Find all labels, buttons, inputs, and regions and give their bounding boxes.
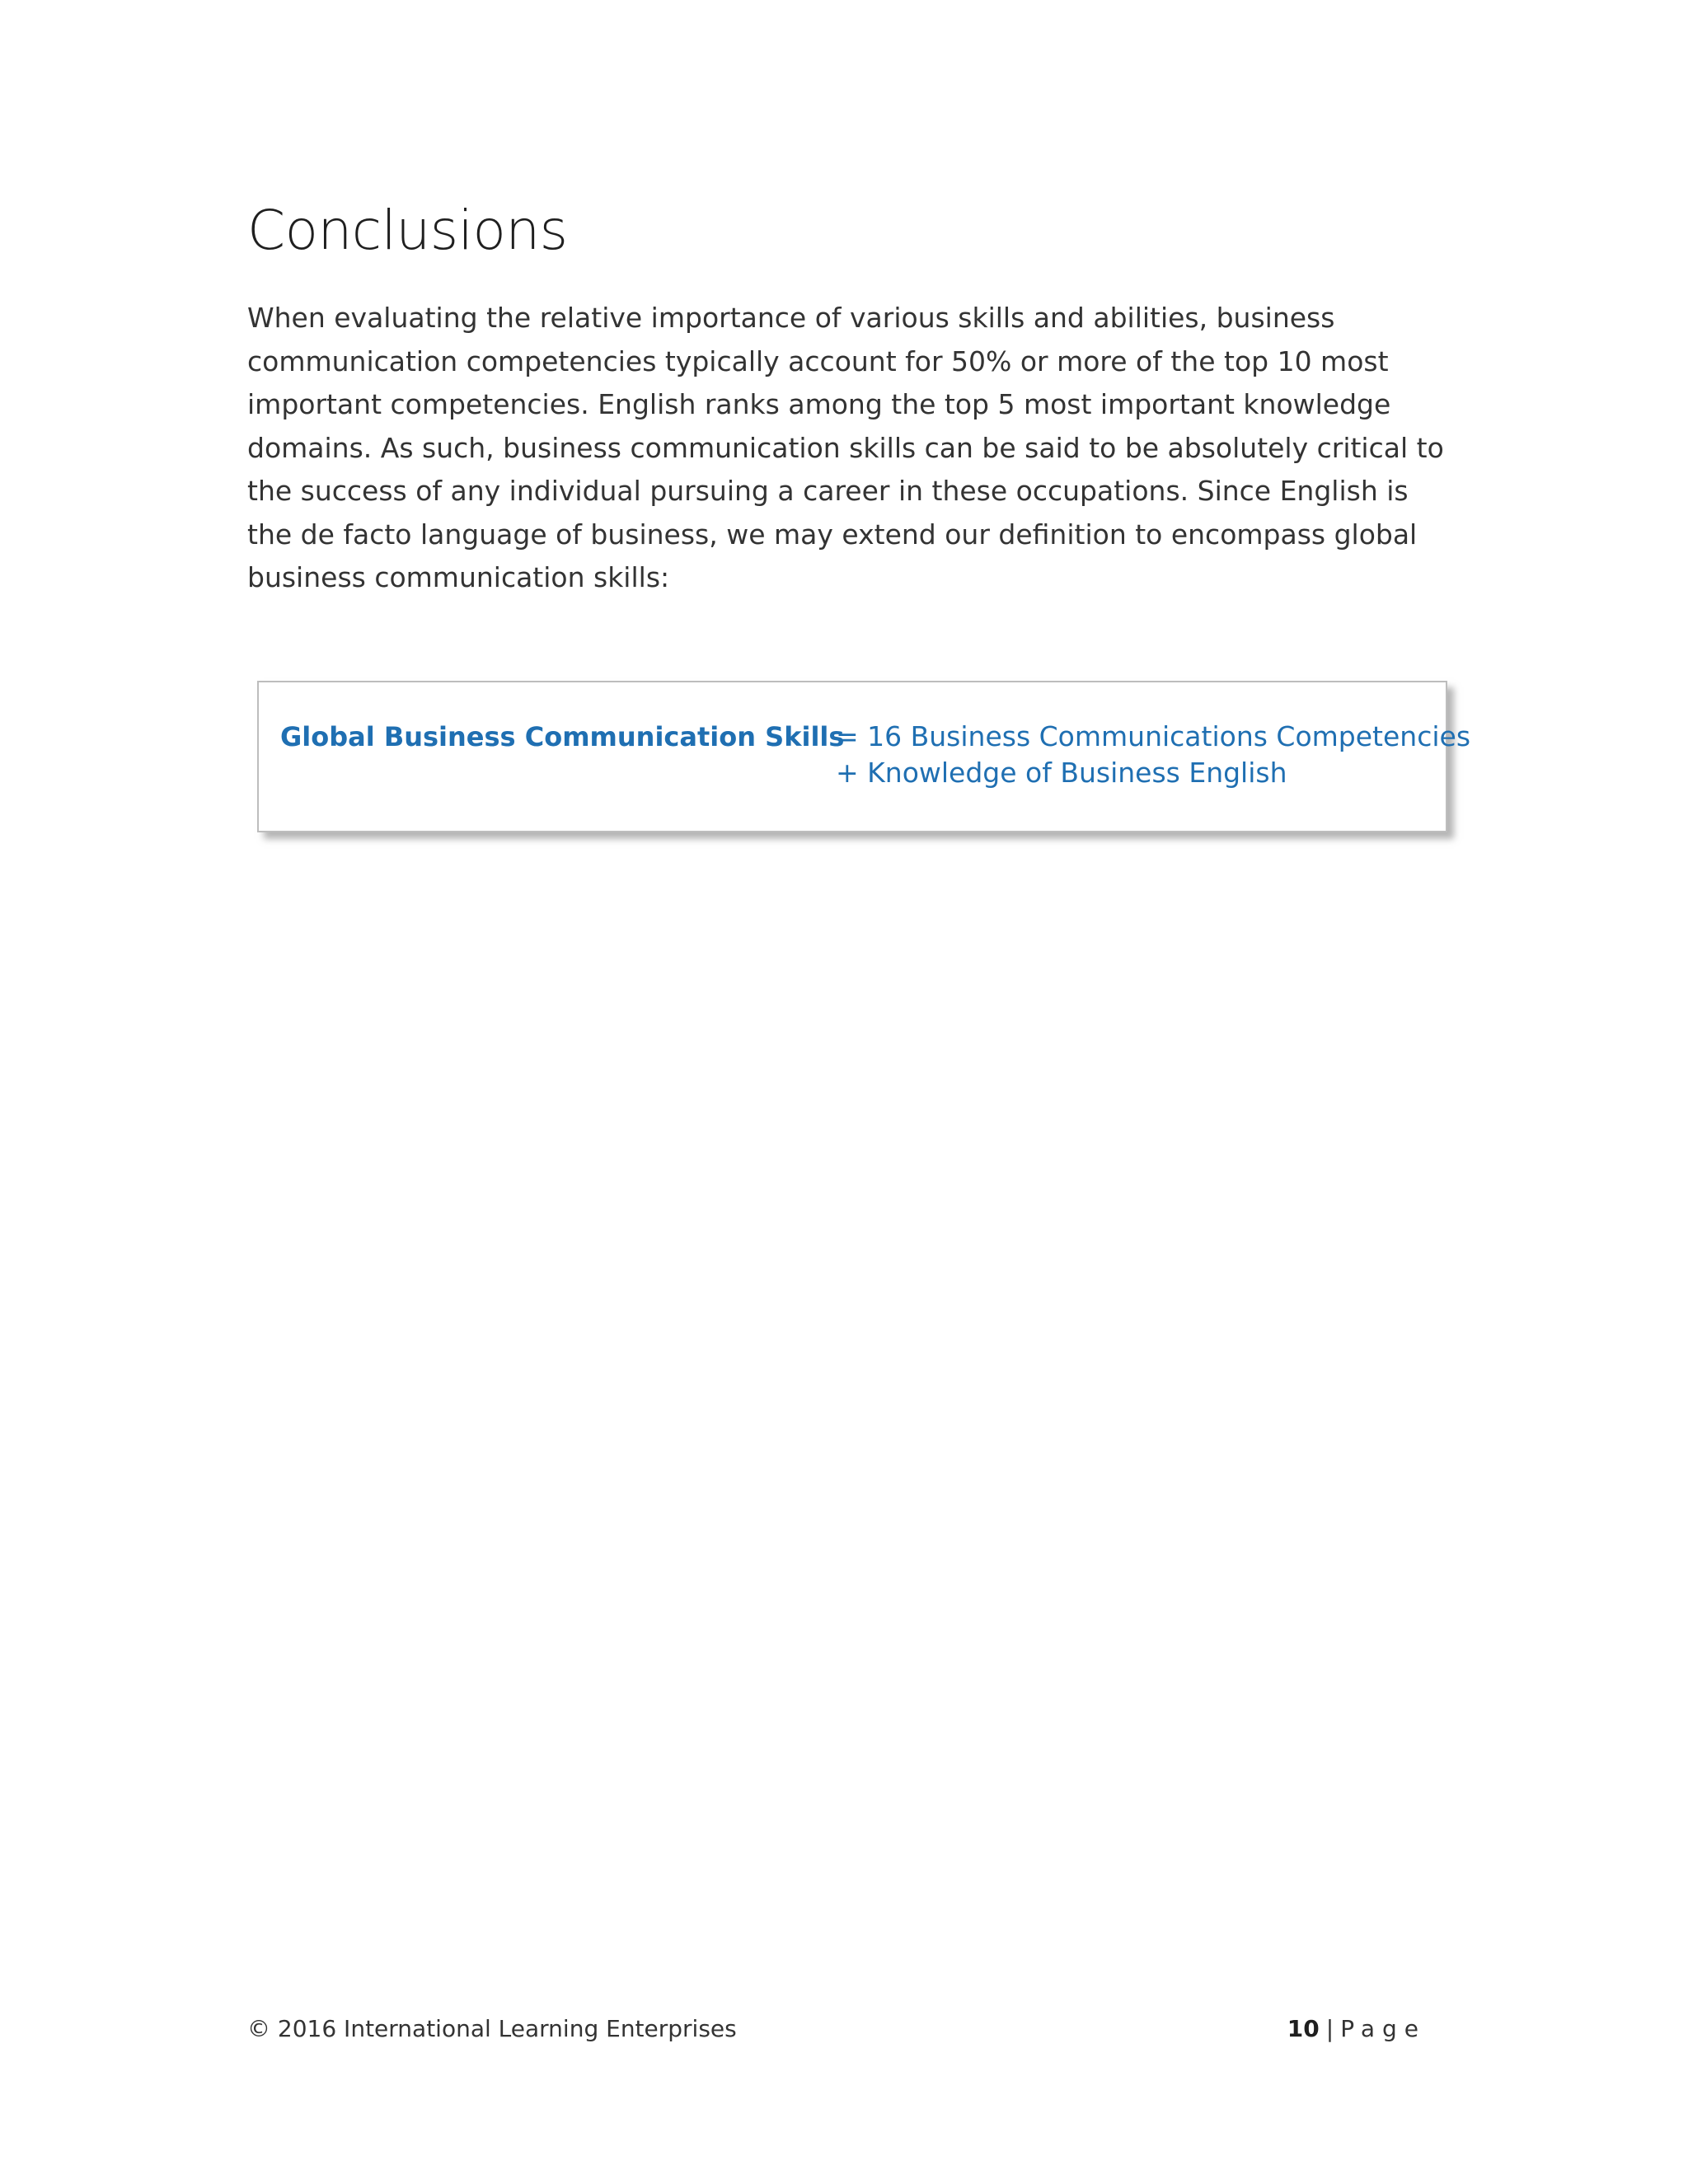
page-separator: | [1325,2015,1334,2042]
page-title: Conclusions [247,199,568,262]
callout-definition [836,719,1470,791]
page-number: 10 [1287,2015,1320,2042]
callout-term: Global Business Communication Skills [280,721,845,752]
callout-definition-line-2: + Knowledge of Business English [836,757,1287,789]
callout-definition-line-1: = 16 Business Communications Competencies [836,720,1471,752]
footer-page-indicator [1287,2014,1426,2044]
footer-copyright: © 2016 International Learning Enterprises [247,2015,737,2042]
body-paragraph: When evaluating the relative importance of various skills and abilities, business communication competencies typically account for 50% or more of the top 10 most important competencies. English ranks among the top 5 most important knowledge domains. As such, business communication skills can be said to be absolutely critical to the success of any individual pursuing a career in these occupations. Since English is the de facto language of business, we may extend our definition to encompass global business communication skills: [247,302,1444,593]
page-word: Page [1340,2015,1426,2042]
definition-callout-box [257,681,1471,832]
